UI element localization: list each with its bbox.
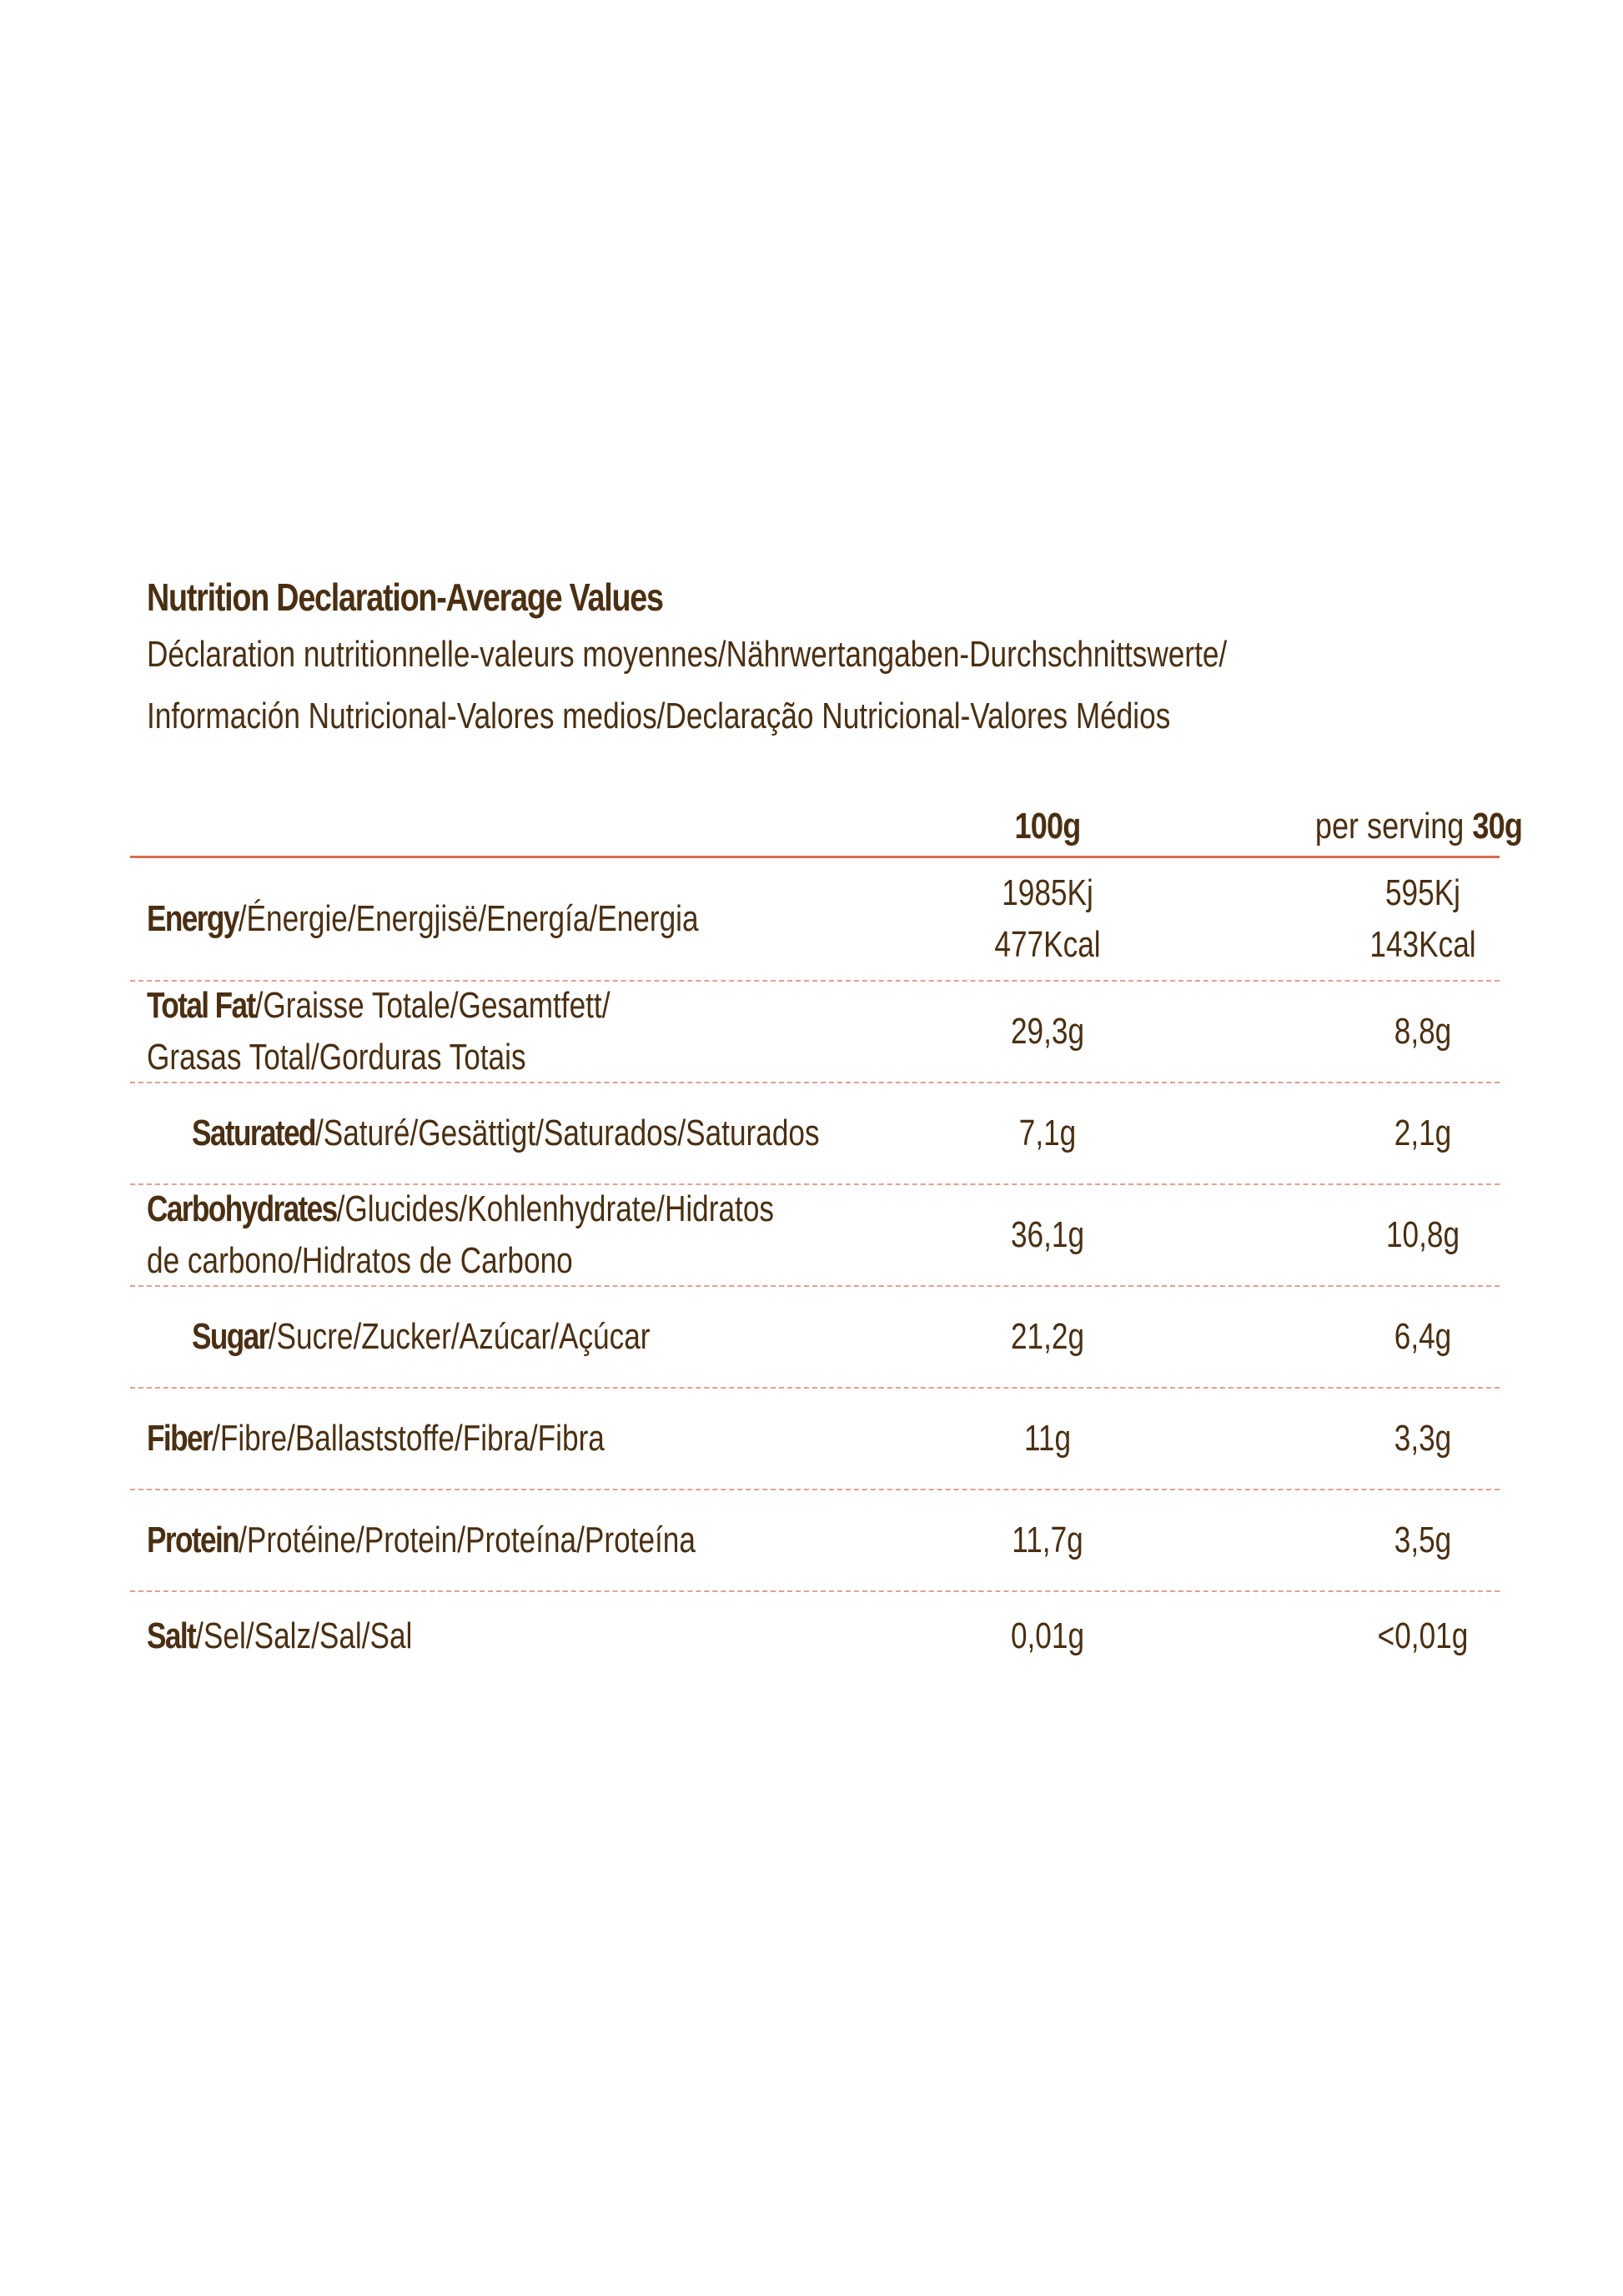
nutrient-translations: /Énergie/Energjisë/Energía/Energia [238, 898, 699, 939]
row-label [147, 1413, 897, 1465]
value-100g-text: 11g [1023, 1418, 1072, 1459]
value-100g-text: 36,1g [1010, 1214, 1085, 1255]
value-serving-kcal: 143Kcal [1369, 924, 1476, 965]
row-label [147, 980, 897, 1083]
column-header-per-serving [1258, 806, 1579, 847]
document-title: Nutrition Declaration-Average Values [147, 575, 663, 619]
value-per-serving [1306, 1610, 1540, 1662]
value-100g [964, 1515, 1131, 1566]
row-label [147, 893, 897, 945]
value-per-serving [1306, 1413, 1540, 1465]
nutrient-translations: /Sel/Salz/Sal/Sal [195, 1615, 413, 1656]
value-100g [964, 1311, 1131, 1363]
value-per-serving [1306, 867, 1540, 971]
nutrient-name: Fiber [147, 1418, 213, 1459]
table-header [130, 789, 1523, 858]
table-row-carbohydrates [130, 1185, 1500, 1287]
nutrient-name: Protein [147, 1520, 239, 1560]
nutrient-name: Total Fat [147, 985, 255, 1026]
value-100g-text: 0,01g [1010, 1615, 1085, 1656]
nutrient-name: Salt [147, 1615, 196, 1656]
value-100g [964, 867, 1131, 971]
column-header-100g: 100g [1014, 806, 1081, 847]
value-per-serving [1306, 1209, 1540, 1261]
serving-size: 30g [1472, 806, 1523, 847]
nutrient-translations-line-2: Grasas Total/Gorduras Totais [147, 1037, 526, 1078]
table-row-protein [130, 1490, 1500, 1592]
value-serving-text: 3,5g [1394, 1520, 1452, 1560]
nutrient-translations-line-2: de carbono/Hidratos de Carbono [147, 1240, 573, 1281]
row-label [147, 1515, 897, 1566]
value-100g-text: 7,1g [1018, 1113, 1077, 1153]
value-per-serving [1306, 1006, 1540, 1058]
value-100g [964, 1413, 1131, 1465]
value-100g-kcal: 477Kcal [994, 924, 1101, 965]
value-100g [964, 1209, 1131, 1261]
nutrition-table [130, 789, 1523, 1681]
table-row-salt [130, 1592, 1500, 1681]
nutrition-declaration [147, 570, 1523, 1656]
value-100g-text: 21,2g [1010, 1316, 1085, 1357]
row-label [192, 1311, 942, 1363]
nutrient-name: Saturated [192, 1113, 315, 1153]
row-label [192, 1108, 942, 1159]
value-per-serving [1306, 1311, 1540, 1363]
row-label [147, 1610, 897, 1662]
nutrient-translations: /Glucides/Kohlenhydrate/Hidratos [336, 1188, 775, 1229]
table-row-saturated [130, 1083, 1500, 1185]
row-label [147, 1183, 897, 1287]
value-100g-kj: 1985Kj [1002, 872, 1093, 913]
document-subtitle-line-2: Información Nutricional-Valores medios/Declaração Nutricional-Valores Médios [147, 696, 1171, 736]
nutrient-name: Carbohydrates [147, 1188, 337, 1229]
value-serving-text: 6,4g [1394, 1316, 1452, 1357]
nutrient-name: Energy [147, 898, 239, 939]
value-serving-text: 10,8g [1385, 1214, 1460, 1255]
nutrient-translations: /Sucre/Zucker/Azúcar/Açúcar [268, 1316, 651, 1357]
value-100g-text: 29,3g [1010, 1011, 1085, 1052]
document-subtitle-line-1: Déclaration nutritionnelle-valeurs moyennes/Nährwertangaben-Durchschnittswerte/ [147, 634, 1228, 675]
value-serving-kj: 595Kj [1384, 872, 1461, 913]
value-100g [964, 1006, 1131, 1058]
table-row-energy [130, 858, 1500, 982]
nutrient-translations: /Fibre/Ballaststoffe/Fibra/Fibra [212, 1418, 605, 1459]
nutrient-name: Sugar [192, 1316, 269, 1357]
nutrient-translations: /Graisse Totale/Gesamtfett/ [254, 985, 611, 1026]
nutrient-translations: /Protéine/Protein/Proteína/Proteína [239, 1520, 696, 1560]
value-serving-text: 8,8g [1394, 1011, 1452, 1052]
value-100g-text: 11,7g [1012, 1520, 1083, 1560]
per-serving-label: per serving [1314, 806, 1473, 847]
value-serving-text: 3,3g [1394, 1418, 1452, 1459]
nutrient-translations: /Saturé/Gesättigt/Saturados/Saturados [314, 1113, 820, 1153]
value-per-serving [1306, 1515, 1540, 1566]
table-row-sugar [130, 1287, 1500, 1389]
value-serving-text: <0,01g [1377, 1615, 1469, 1656]
value-100g [964, 1108, 1131, 1159]
table-row-total-fat [130, 982, 1500, 1083]
value-per-serving [1306, 1108, 1540, 1159]
value-100g [964, 1610, 1131, 1662]
value-serving-text: 2,1g [1394, 1113, 1452, 1153]
table-row-fiber [130, 1389, 1500, 1490]
